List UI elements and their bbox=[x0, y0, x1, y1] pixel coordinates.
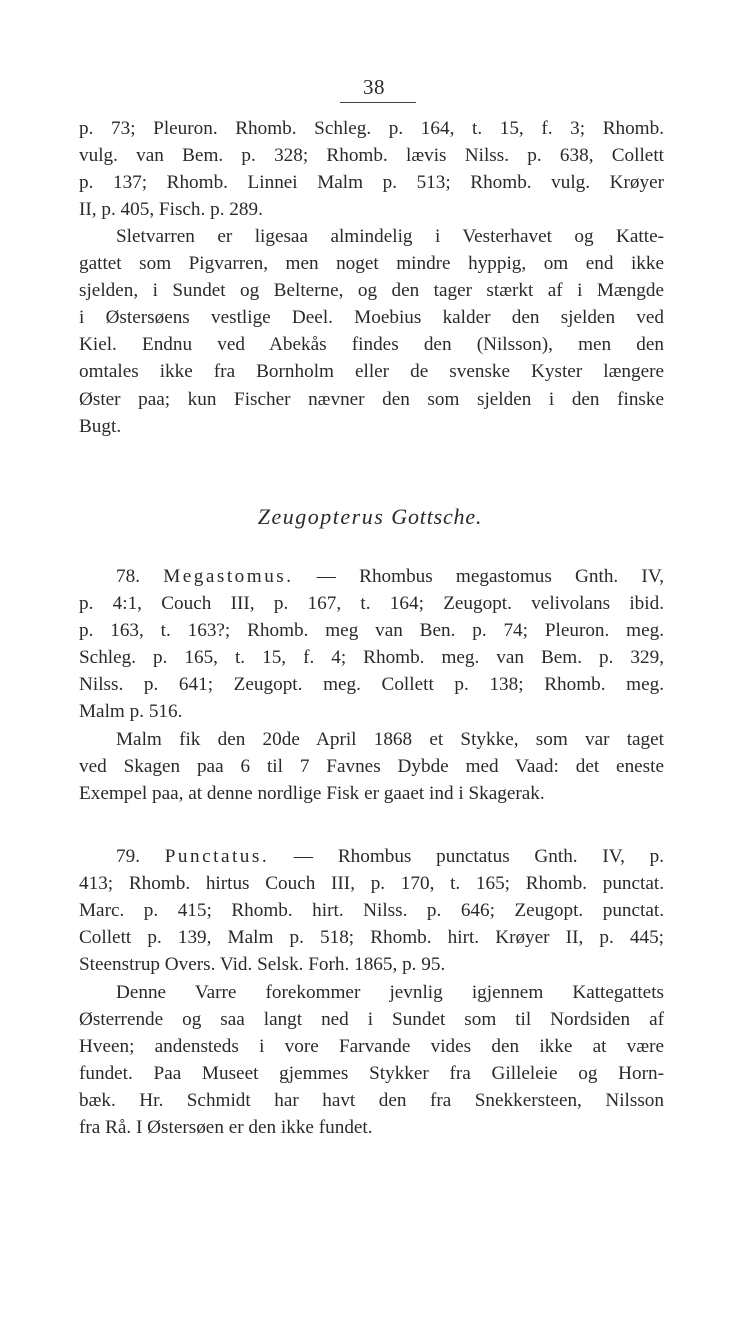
genus-heading bbox=[0, 504, 740, 530]
text-line: Exempel paa, at denne nordlige Fisk er gaaet ind i Skagerak. bbox=[79, 783, 545, 805]
species-synonym-start: — Rhombus megastomus Gnth. IV, bbox=[316, 566, 664, 587]
text-line: p. 163, t. 163?; Rhomb. meg van Ben. p. 74; Pleuron. meg. bbox=[79, 620, 664, 642]
species-synonym-start: — Rhombus punctatus Gnth. IV, p. bbox=[293, 846, 665, 867]
text-line: gattet som Pigvarren, men noget mindre hyppig, om end ikke bbox=[79, 253, 664, 275]
species-number: 79. bbox=[116, 846, 140, 867]
text-line: p. 4:1, Couch III, p. 167, t. 164; Zeugopt. velivolans ibid. bbox=[79, 593, 664, 615]
genus-author: Gottsche. bbox=[391, 504, 483, 529]
text-line: fra Rå. I Østersøen er den ikke fundet. bbox=[79, 1117, 373, 1139]
text-line: Østerrende og saa langt ned i Sundet som til Nordsiden af bbox=[79, 1009, 664, 1031]
text-line: Malm p. 516. bbox=[79, 701, 183, 723]
text-line: Marc. p. 415; Rhomb. hirt. Nilss. p. 646; Zeugopt. punctat. bbox=[79, 900, 664, 922]
text-line: II, p. 405, Fisch. p. 289. bbox=[79, 199, 263, 221]
species-79-synonymy bbox=[79, 843, 664, 978]
text-line: 413; Rhomb. hirtus Couch III, p. 170, t. 165; Rhomb. punctat. bbox=[79, 873, 664, 895]
text-line: fundet. Paa Museet gjemmes Stykker fra Gilleleie og Horn- bbox=[79, 1063, 664, 1085]
genus-name: Zeugopterus bbox=[257, 504, 385, 529]
species-number: 78. bbox=[116, 566, 140, 587]
text-line: Bugt. bbox=[79, 415, 122, 437]
species-name: Megastomus. bbox=[163, 566, 294, 587]
text-line: Denne Varre forekommer jevnlig igjennem Kattegattets bbox=[116, 982, 664, 1003]
page-number: 38 bbox=[363, 75, 385, 99]
text-line: p. 73; Pleuron. Rhomb. Schleg. p. 164, t. 15, f. 3; Rhomb. bbox=[79, 118, 664, 139]
text-line: i Østersøens vestlige Deel. Moebius kalder den sjelden ved bbox=[79, 307, 664, 329]
text-line: omtales ikke fra Bornholm eller de svenske Kyster længere bbox=[79, 361, 664, 383]
text-line: Øster paa; kun Fischer nævner den som sjelden i den finske bbox=[79, 388, 664, 410]
species-78-synonymy bbox=[79, 563, 664, 726]
species-header-line bbox=[79, 843, 664, 870]
text-line: Kiel. Endnu ved Abekås findes den (Nilsson), men den bbox=[79, 334, 664, 356]
species-78-note bbox=[79, 726, 664, 807]
text-line: Nilss. p. 641; Zeugopt. meg. Collett p. 138; Rhomb. meg. bbox=[79, 674, 664, 696]
species-header-line bbox=[79, 563, 664, 590]
text-line: Collett p. 139, Malm p. 518; Rhomb. hirt. Krøyer II, p. 445; bbox=[79, 927, 664, 949]
text-line: ved Skagen paa 6 til 7 Favnes Dybde med Vaad: det eneste bbox=[79, 756, 664, 778]
synonymy-continuation bbox=[79, 115, 664, 223]
text-line: vulg. van Bem. p. 328; Rhomb. lævis Nilss. p. 638, Collett bbox=[79, 145, 664, 167]
text-line: p. 137; Rhomb. Linnei Malm p. 513; Rhomb. vulg. Krøyer bbox=[79, 172, 664, 194]
text-line: Sletvarren er ligesaa almindelig i Vesterhavet og Katte- bbox=[116, 226, 664, 247]
text-line: Malm fik den 20de April 1868 et Stykke, som var taget bbox=[116, 729, 664, 750]
species-name: Punctatus. bbox=[164, 846, 270, 867]
page-number-rule bbox=[340, 102, 416, 103]
distribution-paragraph bbox=[79, 223, 664, 440]
text-line: Hveen; andensteds i vore Farvande vides den ikke at være bbox=[79, 1036, 664, 1058]
text-line: Schleg. p. 165, t. 15, f. 4; Rhomb. meg. van Bem. p. 329, bbox=[79, 647, 664, 669]
text-line: Steenstrup Overs. Vid. Selsk. Forh. 1865, p. 95. bbox=[79, 954, 446, 976]
text-line: bæk. Hr. Schmidt har havt den fra Snekkersteen, Nilsson bbox=[79, 1090, 664, 1112]
text-line: sjelden, i Sundet og Belterne, og den tager stærkt af i Mængde bbox=[79, 280, 664, 302]
species-79-note bbox=[79, 979, 664, 1142]
